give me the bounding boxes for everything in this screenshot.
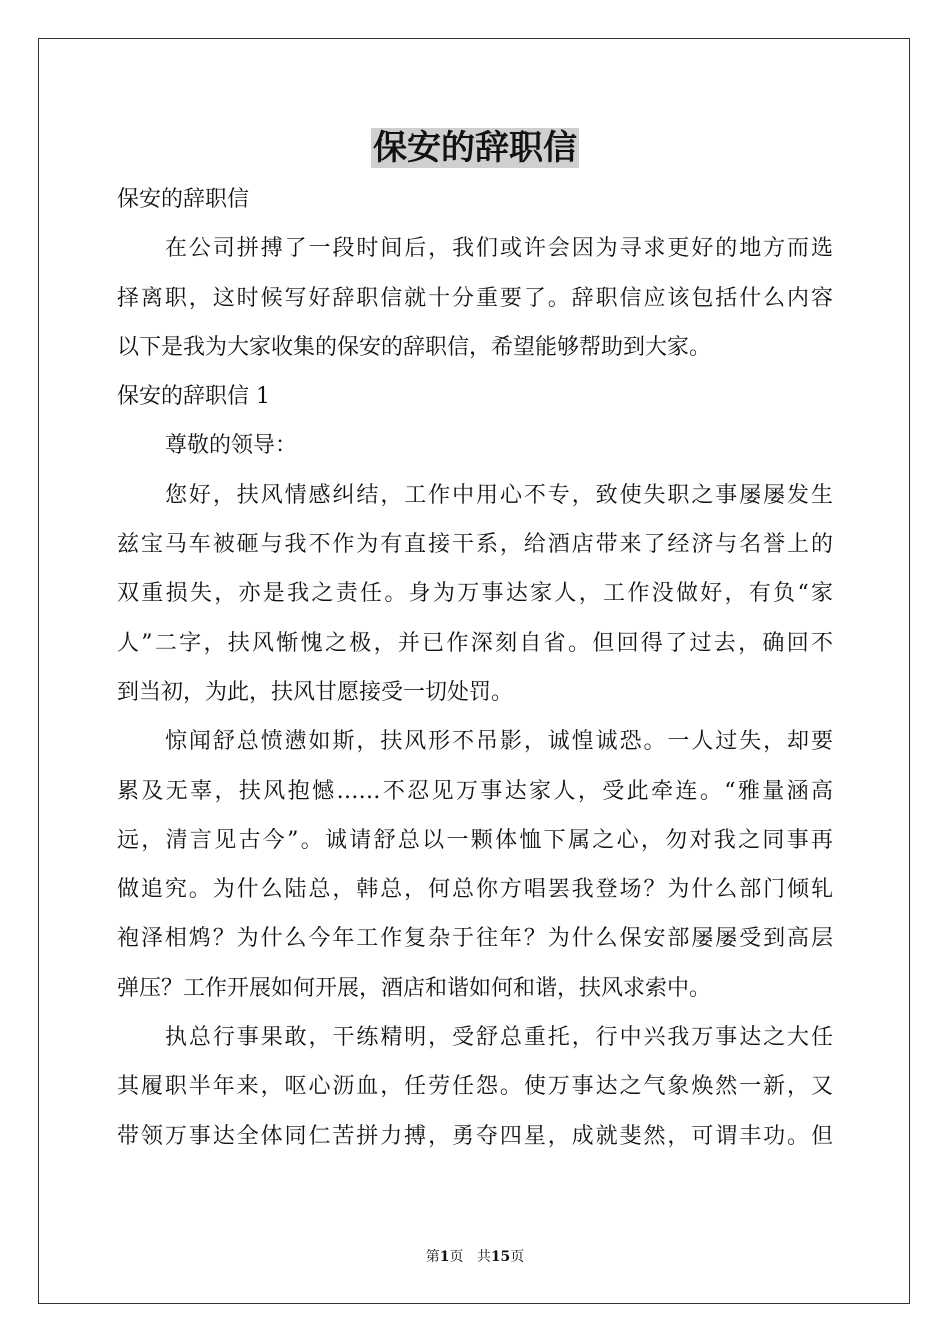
- footer-page-suffix: 页: [449, 1249, 464, 1265]
- document-title: [0, 126, 950, 170]
- footer-page-prefix: 第: [425, 1249, 440, 1265]
- text-line: 做追究。为什么陆总，韩总，何总你方唱罢我登场？为什么部门倾轧: [117, 877, 833, 903]
- text-line: 袍泽相鸩？为什么今年工作复杂于往年？为什么保安部屡屡受到高层: [117, 926, 833, 952]
- page-footer: [0, 1248, 950, 1266]
- text-line: 累及无辜，扶风抱憾……不忍见万事达家人，受此牵连。“雅量涵高: [117, 778, 833, 804]
- document-body: [117, 175, 833, 1161]
- text-line: 兹宝马车被砸与我不作为有直接干系，给酒店带来了经济与名誉上的: [117, 532, 833, 558]
- text-line: 保安的辞职信 1: [117, 384, 270, 410]
- text-line: 执总行事果敢，干练精明，受舒总重托，行中兴我万事达之大任: [165, 1025, 833, 1051]
- footer-page-number: 1: [439, 1249, 450, 1265]
- text-line: 人”二字，扶风惭愧之极，并已作深刻自省。但回得了过去，确回不: [117, 630, 833, 656]
- text-line: 尊敬的领导：: [165, 433, 298, 459]
- text-line: 保安的辞职信: [117, 187, 250, 212]
- text-line: 其履职半年来，呕心沥血，任劳任怨。使万事达之气象焕然一新，又: [117, 1074, 833, 1100]
- text-line: 择离职，这时候写好辞职信就十分重要了。辞职信应该包括什么内容: [117, 285, 833, 311]
- footer-total-suffix: 页: [510, 1249, 525, 1265]
- text-line: 带领万事达全体同仁苦拼力搏，勇夺四星，成就斐然，可谓丰功。但: [117, 1123, 833, 1149]
- text-line: 弹压？工作开展如何开展，酒店和谐如何和谐，扶风求索中。: [117, 975, 712, 1001]
- text-line: 双重损失，亦是我之责任。身为万事达家人，工作没做好，有负“家: [117, 581, 833, 607]
- text-line: 到当初，为此，扶风甘愿接受一切处罚。: [117, 679, 514, 705]
- text-line: 远，清言见古今”。诚请舒总以一颗体恤下属之心，勿对我之同事再: [117, 827, 833, 853]
- text-line: 您好，扶风情感纠结，工作中用心不专，致使失职之事屡屡发生: [165, 482, 833, 508]
- text-line: 惊闻舒总愤懑如斯，扶风形不吊影，诚惶诚恐。一人过失，却要: [165, 729, 833, 755]
- footer-total-prefix: 共: [476, 1249, 491, 1265]
- document-title-text: 保安的辞职信: [373, 128, 577, 168]
- text-line: 以下是我为大家收集的保安的辞职信，希望能够帮助到大家。: [117, 334, 712, 360]
- text-line: 在公司拼搏了一段时间后，我们或许会因为寻求更好的地方而选: [165, 236, 833, 262]
- footer-total-pages: 15: [490, 1249, 511, 1265]
